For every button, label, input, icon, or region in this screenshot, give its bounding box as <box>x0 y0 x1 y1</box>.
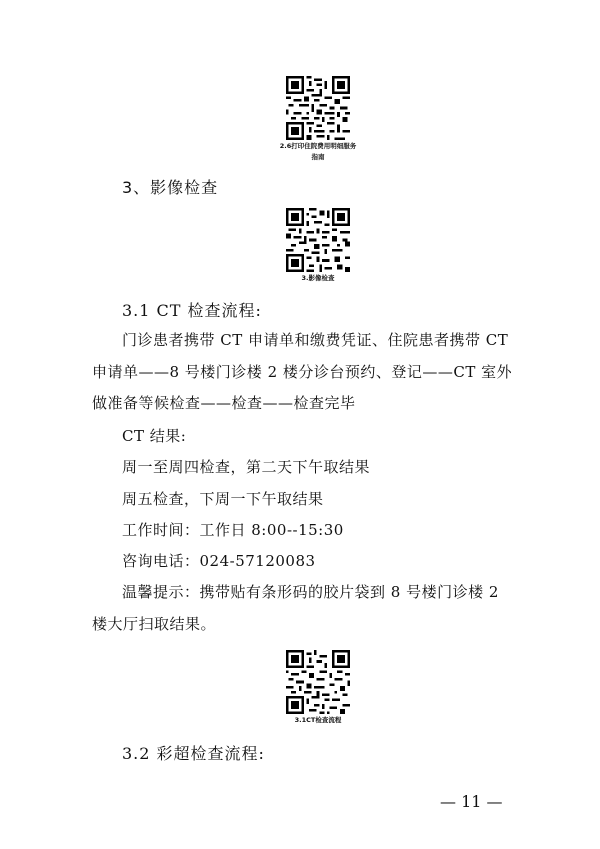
paragraph-line: 做准备等候检查——检查——检查完毕 <box>92 394 356 412</box>
consult-phone: 咨询电话：024-57120083 <box>122 552 316 570</box>
qr-caption-line2: 指南 <box>311 153 325 161</box>
section-heading-ct-flow: 3.1 CT 检查流程: <box>122 301 262 320</box>
qr-caption: 3.影像检查 <box>301 274 335 282</box>
qr-block-print-inpatient-fee <box>268 76 368 162</box>
qr-caption: 3.1CT检查流程 <box>294 716 342 724</box>
qr-code-icon <box>286 208 350 272</box>
page-number: — 11 — <box>440 792 503 811</box>
paragraph-line: 门诊患者携带 CT 申请单和缴费凭证、住院患者携带 CT <box>122 331 509 349</box>
section-heading-imaging: 3、影像检查 <box>122 178 219 197</box>
paragraph-line: 楼大厅扫取结果。 <box>92 615 217 633</box>
paragraph-line: 周五检查，下周一下午取结果 <box>122 490 324 508</box>
qr-block-imaging <box>268 208 368 283</box>
section-heading-ultrasound-flow: 3.2 彩超检查流程: <box>122 744 265 763</box>
paragraph-line: 温馨提示：携带贴有条形码的胶片袋到 8 号楼门诊楼 2 <box>122 583 499 601</box>
qr-block-ct-flow <box>268 650 368 725</box>
work-time: 工作时间：工作日 8:00--15:30 <box>122 521 344 539</box>
qr-code-icon <box>286 650 350 714</box>
qr-code-icon <box>286 76 350 140</box>
paragraph-line: 周一至周四检查，第二天下午取结果 <box>122 458 371 476</box>
paragraph-line: 申请单——8 号楼门诊楼 2 楼分诊台预约、登记——CT 室外 <box>92 363 513 381</box>
qr-caption: 2.6打印住院费用明细服务 <box>279 142 357 150</box>
ct-result-label: CT 结果: <box>122 427 187 445</box>
